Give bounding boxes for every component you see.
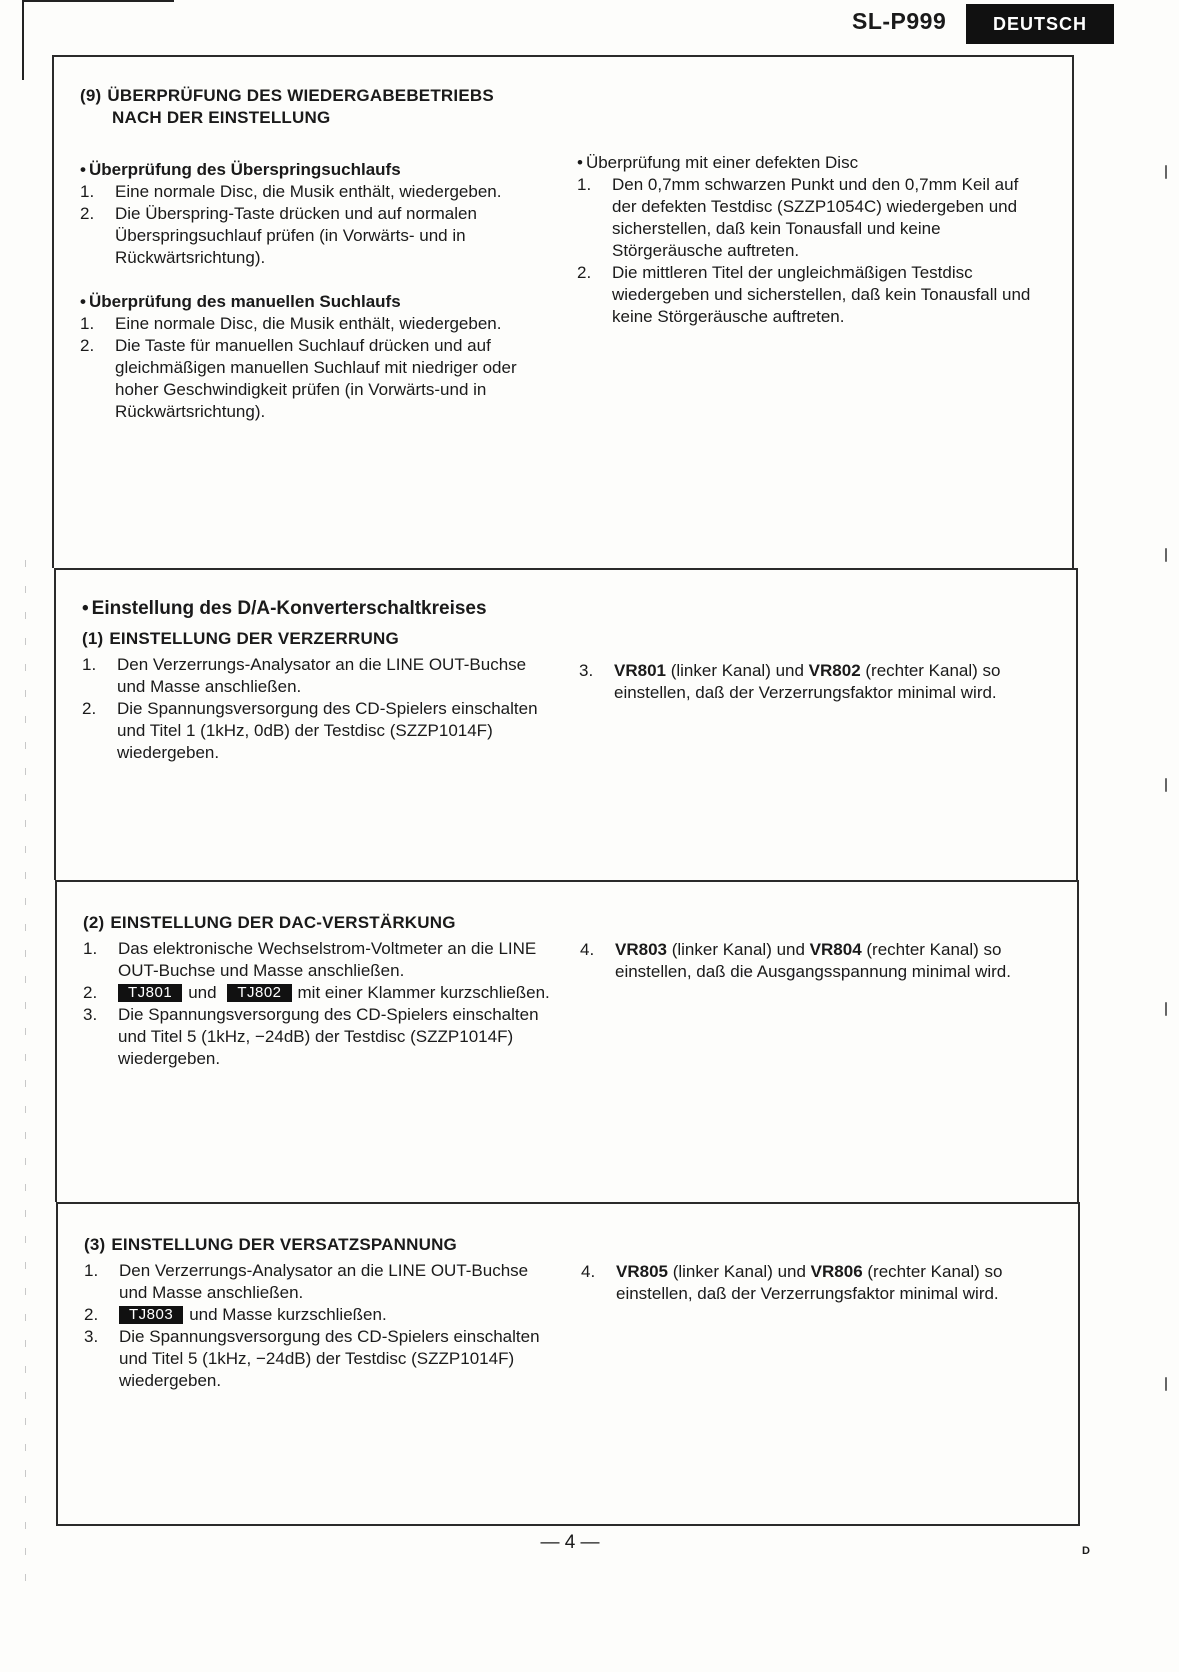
dac-gain-right-column <box>580 939 1050 983</box>
list-item: 2. Die Spannungsversorgung des CD-Spielers einschalten und Titel 1 (1kHz, 0dB) der Testdisc (SZZP1014F) wiedergeben. <box>82 699 538 762</box>
list-item: 1. Eine normale Disc, die Musik enthält, wiedergeben. <box>80 182 502 201</box>
offset-right-column <box>581 1261 1051 1305</box>
edge-mark <box>1165 778 1167 792</box>
list-item: 3. VR801 (linker Kanal) und VR802 (rechter Kanal) so einstellen, daß der Verzerrungsfaktor minimal wird. <box>579 661 1001 702</box>
distortion-step-3 <box>579 660 1049 704</box>
section-9-title: (9) ÜBERPRÜFUNG DES WIEDERGABEBETRIEBS <box>80 86 494 105</box>
tj801-label: TJ801 <box>118 984 182 1002</box>
offset-step-4 <box>581 1261 1051 1305</box>
defect-disc-heading: • Überprüfung mit einer defekten Disc <box>577 152 1047 174</box>
section-9-right-column <box>577 152 1047 328</box>
edge-mark <box>1165 165 1167 179</box>
list-item: 2. Die mittleren Titel der ungleichmäßigen Testdisc wiedergeben und sicherstellen, daß kein Tonausfall und keine Störgeräusche auftreten. <box>577 263 1031 326</box>
defect-disc-steps <box>577 174 1047 328</box>
page-number: — 4 — <box>540 1532 600 1553</box>
distortion-steps <box>82 654 552 764</box>
distortion-title: (1) EINSTELLUNG DER VERZERRUNG <box>82 629 399 648</box>
margin-dash-line <box>25 560 26 1600</box>
dac-gain-box <box>55 880 1079 1202</box>
list-item: 1. Das elektronische Wechselstrom-Voltmeter an die LINE OUT-Buchse und Masse anschließen. <box>83 939 537 980</box>
edge-mark <box>1165 1002 1167 1016</box>
list-item: 2. Die Überspring-Taste drücken und auf normalen Überspringsuchlauf prüfen (in Vorwärts- und in Rückwärtsrichtung). <box>80 204 477 267</box>
skip-search-heading: • Überprüfung des Überspringsuchlaufs <box>80 159 550 181</box>
edge-mark <box>1165 548 1167 562</box>
list-item: 4. VR803 (linker Kanal) und VR804 (rechter Kanal) so einstellen, daß die Ausgangsspannung minimal wird. <box>580 940 1011 981</box>
section-9-box <box>52 55 1074 568</box>
tj803-label: TJ803 <box>119 1306 183 1324</box>
dac-heading: • Einstellung des D/A-Konverterschaltkreises <box>82 598 552 620</box>
list-item: 2. Die Taste für manuellen Suchlauf drücken und auf gleichmäßigen manuellen Suchlauf mit niedriger oder hoher Geschwindigkeit prüfen (in Vorwärts-und in Rückwärtsrichtung). <box>80 336 517 421</box>
model-number: SL-P999 <box>852 8 947 34</box>
offset-left-column <box>84 1234 554 1392</box>
list-item: 3. Die Spannungsversorgung des CD-Spielers einschalten und Titel 5 (1kHz, −24dB) der Testdisc (SZZP1014F) wiedergeben. <box>84 1327 540 1390</box>
dac-gain-step-4 <box>580 939 1050 983</box>
manual-search-steps <box>80 313 550 423</box>
tj802-label: TJ802 <box>227 984 291 1002</box>
list-item: 4. VR805 (linker Kanal) und VR806 (rechter Kanal) so einstellen, daß der Verzerrungsfaktor minimal wird. <box>581 1262 1003 1303</box>
list-item: 1. Eine normale Disc, die Musik enthält, wiedergeben. <box>80 314 502 333</box>
list-item: 1. Den Verzerrungs-Analysator an die LINE OUT-Buchse und Masse anschließen. <box>84 1261 529 1302</box>
section-9-title-line2: NACH DER EINSTELLUNG <box>112 108 331 127</box>
offset-title: (3) EINSTELLUNG DER VERSATZSPANNUNG <box>84 1235 457 1254</box>
offset-voltage-box <box>56 1202 1080 1526</box>
dac-gain-steps <box>83 938 553 1070</box>
list-item: 1. Den Verzerrungs-Analysator an die LINE OUT-Buchse und Masse anschließen. <box>82 655 527 696</box>
skip-search-steps <box>80 181 550 269</box>
list-item: 2. TJ803 und Masse kurzschließen. <box>84 1305 387 1324</box>
manual-search-heading: • Überprüfung des manuellen Suchlaufs <box>80 291 550 313</box>
edge-mark <box>1165 1377 1167 1391</box>
dac-gain-left-column <box>83 912 553 1070</box>
list-item: 3. Die Spannungsversorgung des CD-Spielers einschalten und Titel 5 (1kHz, −24dB) der Testdisc (SZZP1014F) wiedergeben. <box>83 1005 539 1068</box>
language-mark: D <box>1082 1545 1090 1557</box>
dac-distortion-right-column <box>579 660 1049 704</box>
dac-gain-title: (2) EINSTELLUNG DER DAC-VERSTÄRKUNG <box>83 913 456 932</box>
corner-rule-vertical <box>22 0 24 80</box>
offset-steps <box>84 1260 554 1392</box>
language-tab: DEUTSCH <box>966 4 1114 44</box>
corner-rule-horizontal <box>22 0 174 2</box>
dac-distortion-box <box>54 568 1078 880</box>
list-item: 2. TJ801 und TJ802 mit einer Klammer kurzschließen. <box>83 983 550 1002</box>
section-9-left-column <box>80 85 550 423</box>
list-item: 1. Den 0,7mm schwarzen Punkt und den 0,7mm Keil auf der defekten Testdisc (SZZP1054C) wiedergeben und sicherstellen, daß kein Tonausfall und keine Störgeräusche auftreten. <box>577 175 1019 260</box>
dac-distortion-left-column <box>82 598 552 764</box>
